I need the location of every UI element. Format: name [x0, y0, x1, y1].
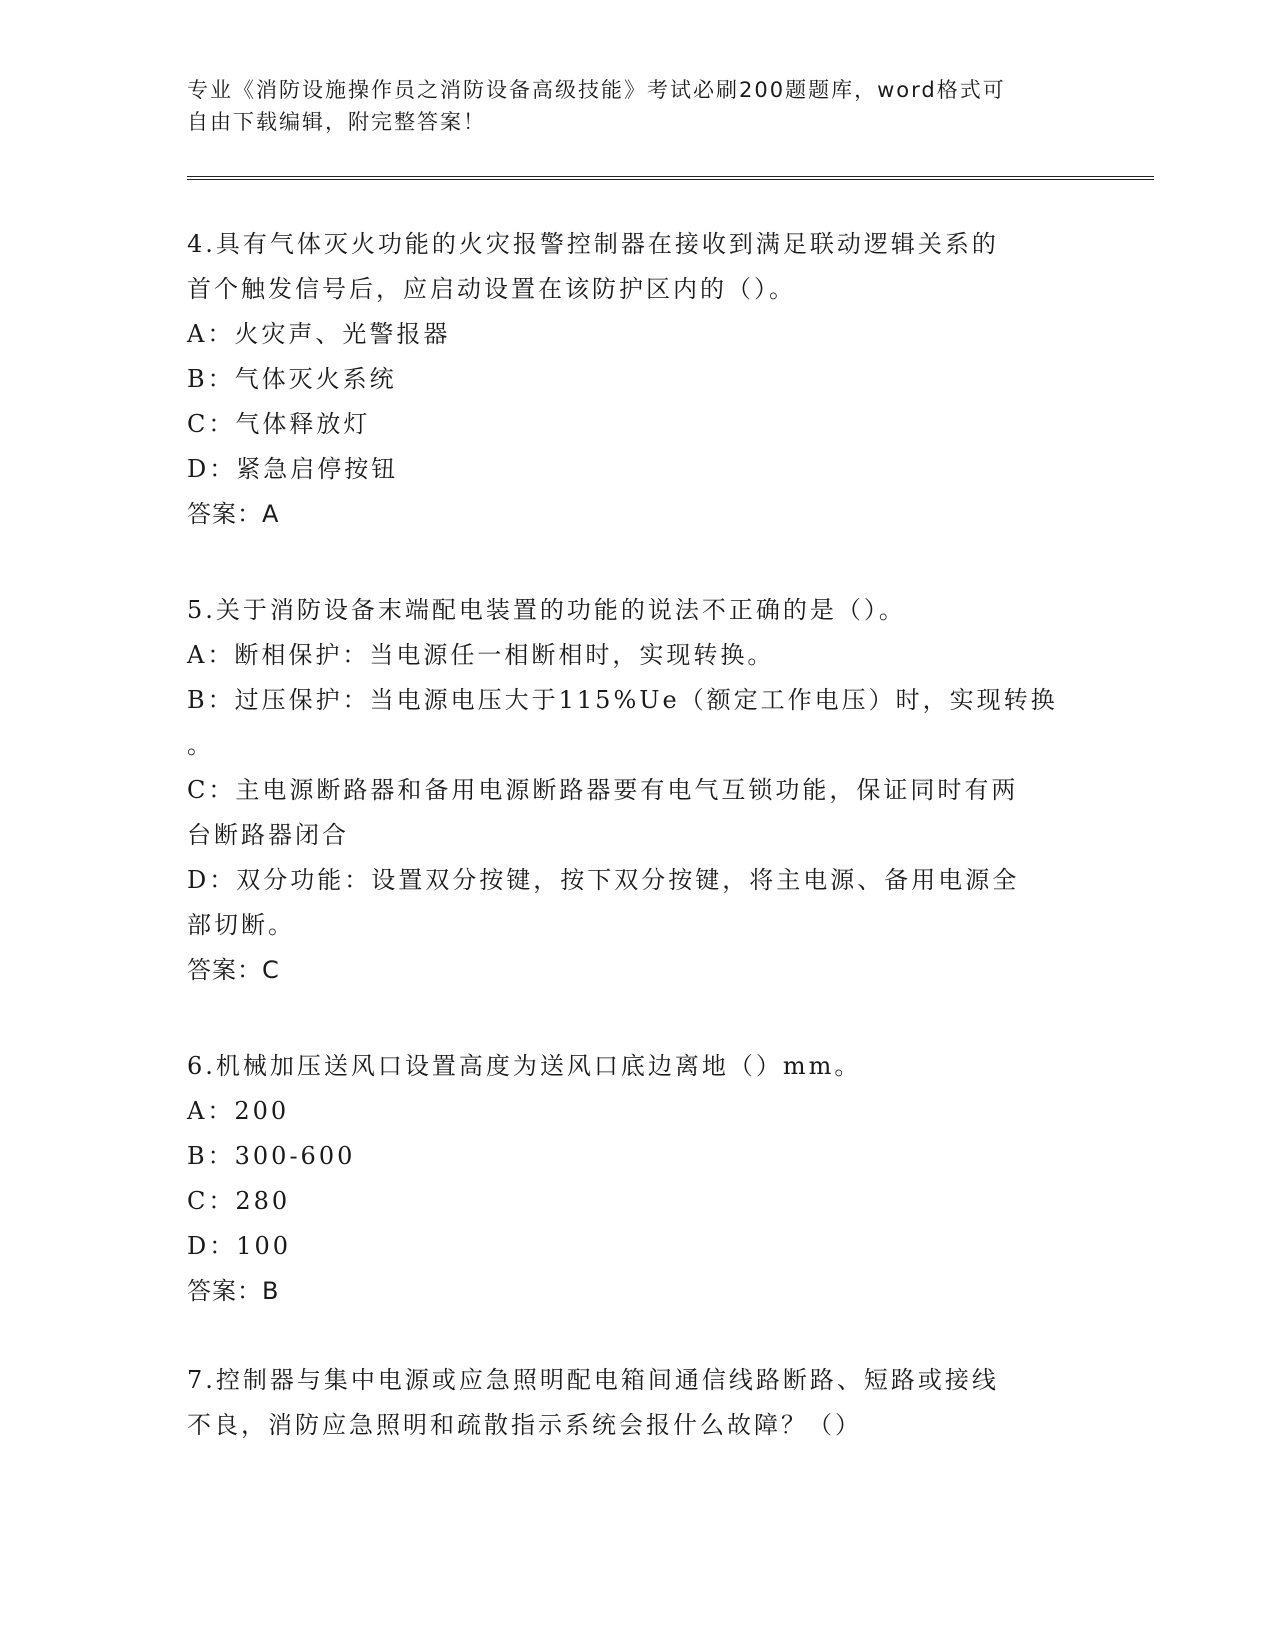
option-b: B：气体灭火系统	[187, 365, 397, 393]
option-d-continued: 部切断。	[187, 911, 295, 939]
header-line-2: 自由下载编辑，附完整答案！	[187, 110, 486, 134]
question-5	[187, 588, 1087, 993]
option-a: A：200	[187, 1097, 290, 1125]
option-c: C：280	[187, 1187, 291, 1215]
option-c: C：气体释放灯	[187, 410, 371, 438]
question-stem-line: 首个触发信号后，应启动设置在该防护区内的（）。	[187, 275, 796, 303]
question-stem-line: 5.关于消防设备末端配电装置的功能的说法不正确的是（）。	[187, 596, 906, 624]
document-header	[187, 74, 1067, 138]
option-d: D：双分功能：设置双分按键，按下双分按键，将主电源、备用电源全	[187, 866, 1020, 894]
question-4	[187, 222, 1087, 537]
answer-line: 答案：A	[187, 500, 280, 528]
question-stem-line: 不良，消防应急照明和疏散指示系统会报什么故障？（）	[187, 1411, 862, 1439]
option-c: C：主电源断路器和备用电源断路器要有电气互锁功能，保证同时有两	[187, 776, 1019, 804]
question-stem-line: 6.机械加压送风口设置高度为送风口底边离地（）mm。	[187, 1052, 862, 1080]
question-6	[187, 1044, 1087, 1314]
question-stem-line: 4.具有气体灭火功能的火灾报警控制器在接收到满足联动逻辑关系的	[187, 230, 999, 258]
header-line-1: 专业《消防设施操作员之消防设备高级技能》考试必刷200题题库，word格式可	[187, 78, 1006, 102]
option-d: D：100	[187, 1232, 292, 1260]
answer-line: 答案：C	[187, 956, 280, 984]
option-d: D：紧急启停按钮	[187, 455, 399, 483]
question-stem-line: 7.控制器与集中电源或应急照明配电箱间通信线路断路、短路或接线	[187, 1366, 999, 1394]
option-b: B：过压保护：当电源电压大于115%Ue（额定工作电压）时，实现转换	[187, 686, 1058, 714]
option-b-continued: 。	[187, 731, 214, 759]
option-b: B：300-600	[187, 1142, 356, 1170]
answer-line: 答案：B	[187, 1277, 280, 1305]
option-a: A：火灾声、光警报器	[187, 320, 451, 348]
option-a: A：断相保护：当电源任一相断相时，实现转换。	[187, 641, 775, 669]
option-c-continued: 台断路器闭合	[187, 821, 349, 849]
header-divider	[187, 176, 1154, 180]
question-7	[187, 1358, 1087, 1448]
